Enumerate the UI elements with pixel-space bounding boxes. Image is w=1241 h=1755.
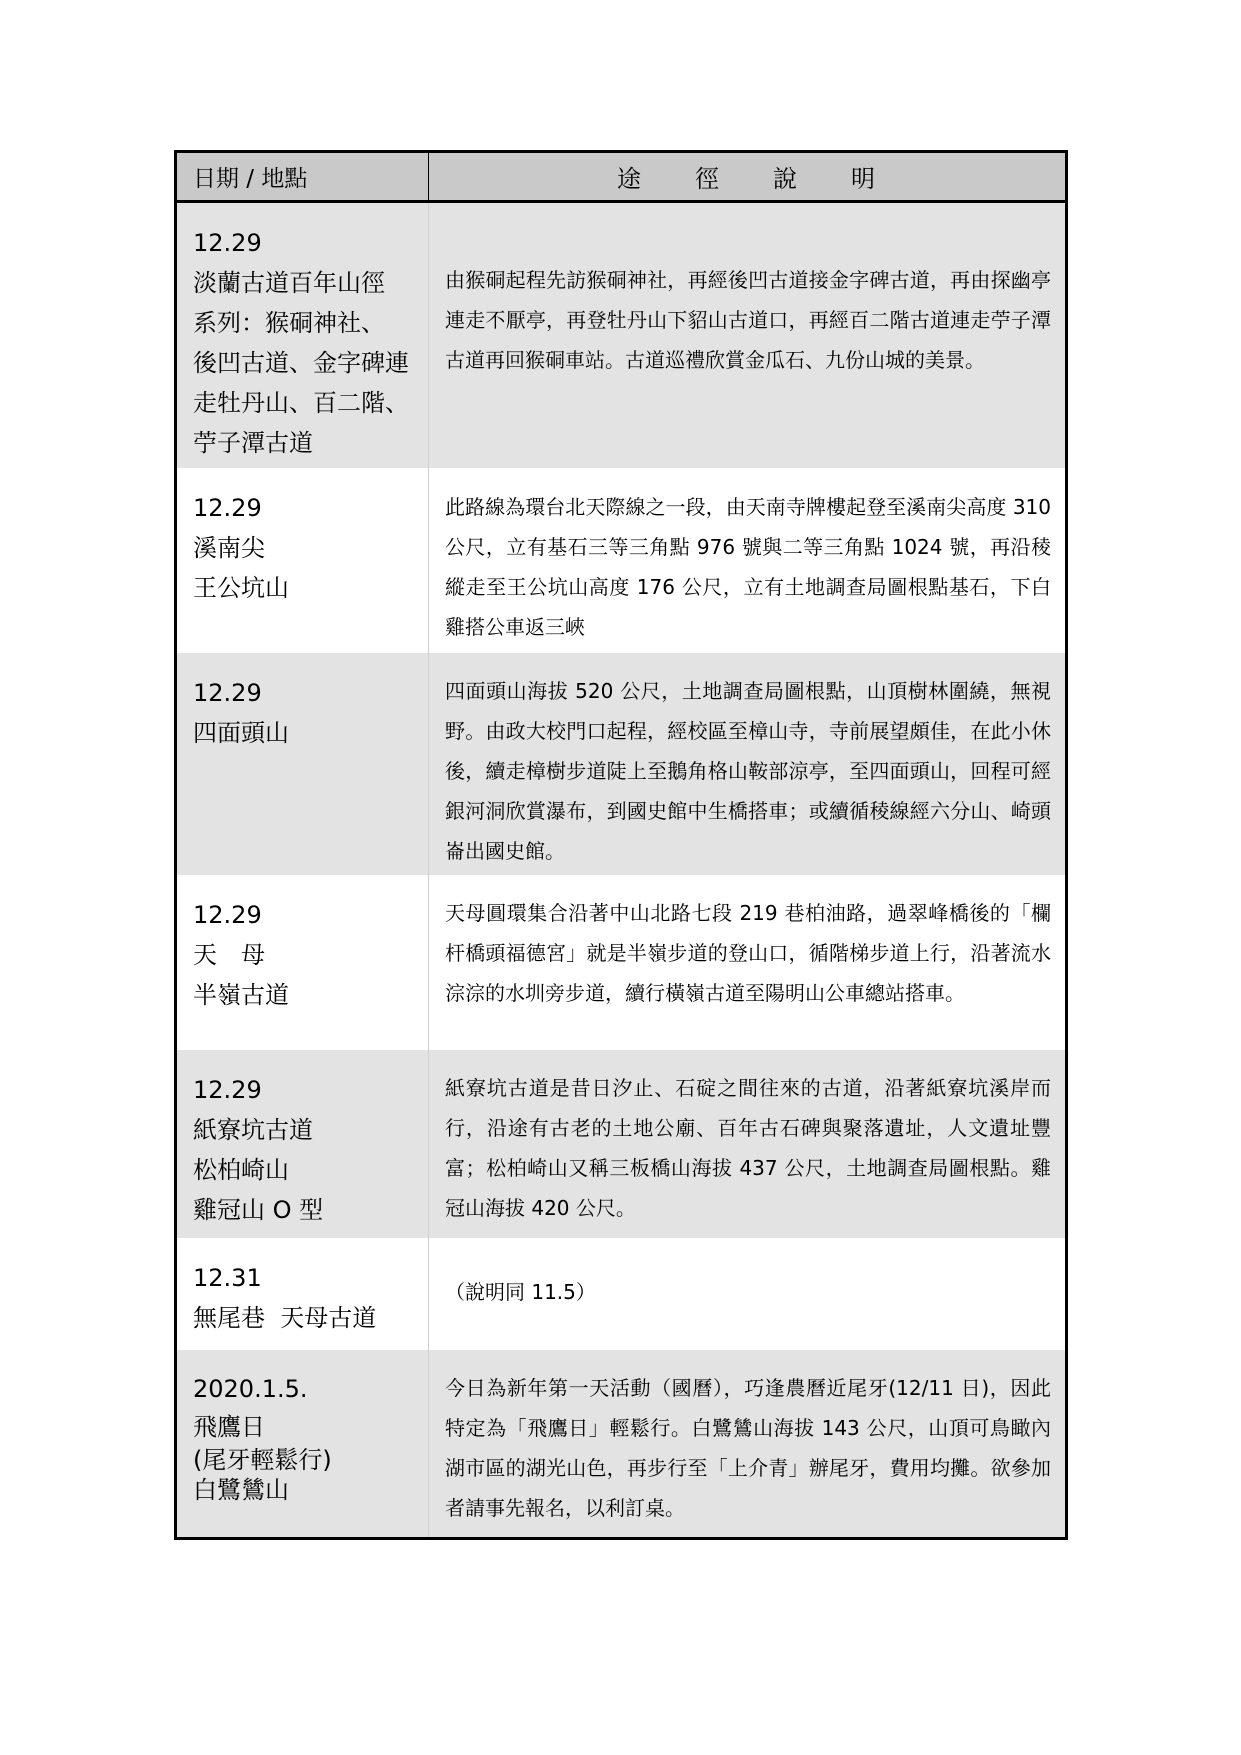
route-description: 紙寮坑古道是昔日汐止、石碇之間往來的古道，沿著紙寮坑溪岸而行，沿途有古老的土地公廟、百年古石碑與聚落遺址，人文遺址豐富；松柏崎山又稱三板橋山海拔 437 公尺，土地調查局圖根點。雞冠山海拔 420 公尺。 [445, 1076, 1051, 1220]
route-description: （說明同 11.5） [445, 1280, 596, 1304]
table-row [177, 875, 1065, 1050]
location-line: 半嶺古道 [193, 981, 289, 1009]
date-location-cell [177, 1050, 429, 1238]
date: 2020.1.5. [193, 1375, 308, 1403]
date: 12.29 [193, 494, 262, 522]
date: 12.29 [193, 1076, 262, 1104]
location-line: 王公坑山 [193, 574, 289, 602]
route-description: 天母圓環集合沿著中山北路七段 219 巷柏油路，過翠峰橋後的「欄杆橋頭福德宮」就是半嶺步道的登山口，循階梯步道上行，沿著流水淙淙的水圳旁步道，續行橫嶺古道至陽明山公車總站搭車。 [445, 901, 1051, 1005]
table-row [177, 653, 1065, 875]
route-description: 此路線為環台北天際線之一段，由天南寺牌樓起登至溪南尖高度 310 公尺，立有基石三等三角點 976 號與二等三角點 1024 號，再沿稜縱走至王公坑山高度 176 公尺，立有土地調查局圖根點基石，下白雞搭公車返三峽 [445, 495, 1051, 639]
table-row [177, 1238, 1065, 1350]
header-char: 徑 [695, 165, 721, 193]
date: 12.29 [193, 679, 262, 707]
location-line: 走牡丹山、百二階、 [193, 389, 409, 417]
header-char: 明 [851, 165, 877, 193]
location-line: (尾牙輕鬆行) [193, 1446, 332, 1474]
route-description: 四面頭山海拔 520 公尺，土地調查局圖根點，山頂樹林圍繞，無視野。由政大校門口起程，經校區至樟山寺，寺前展望頗佳，在此小休後，續走樟樹步道陡上至鵝角格山鞍部涼亭，至四面頭山，回程可經銀河洞欣賞瀑布，到國史館中生橋搭車；或續循稜線經六分山、崎頭崙出國史館。 [445, 679, 1051, 863]
location-line: 飛鷹日 [193, 1413, 265, 1441]
table-row [177, 1350, 1065, 1537]
date-location-cell [177, 875, 429, 1050]
location-line: 雞冠山 O 型 [193, 1196, 324, 1224]
route-description: 由猴硐起程先訪猴硐神社，再經後凹古道接金字碑古道，再由探幽亭連走不厭亭，再登牡丹山下貂山古道口，再經百二階古道連走苧子潭古道再回猴硐車站。古道巡禮欣賞金瓜石、九份山城的美景。 [445, 268, 1051, 372]
date: 12.29 [193, 229, 262, 257]
header-route-description [429, 153, 1065, 200]
location-line: 無尾巷 天母古道 [193, 1304, 377, 1332]
date: 12.29 [193, 901, 262, 929]
table-row [177, 1050, 1065, 1238]
location-line: 溪南尖 [193, 534, 265, 562]
header-char: 途 [617, 165, 643, 193]
location-line: 系列：猴硐神社、 [193, 309, 385, 337]
date-location-cell [177, 653, 429, 875]
location-line: 松柏崎山 [193, 1156, 289, 1184]
table-row [177, 203, 1065, 468]
location-line: 四面頭山 [193, 719, 289, 747]
date-location-cell [177, 203, 429, 468]
header-date-location: 日期 / 地點 [177, 153, 429, 200]
header-char: 說 [773, 165, 799, 193]
date: 12.31 [193, 1264, 262, 1292]
location-line: 紙寮坑古道 [193, 1116, 313, 1144]
route-description: 今日為新年第一天活動（國曆），巧逢農曆近尾牙(12/11 日)，因此特定為「飛鷹日」輕鬆行。白鷺鷥山海拔 143 公尺，山頂可鳥瞰內湖市區的湖光山色，再步行至「上介青」辦尾牙，費用均攤。欲參加者請事先報名，以利訂桌。 [445, 1376, 1051, 1520]
date-location-cell [177, 468, 429, 653]
table-header [177, 153, 1065, 203]
location-line: 天 母 [193, 941, 265, 969]
location-line: 淡蘭古道百年山徑 [193, 269, 385, 297]
table-row [177, 468, 1065, 653]
date-location-cell [177, 1350, 429, 1537]
location-line: 後凹古道、金字碑連 [193, 349, 409, 377]
location-line: 苧子潭古道 [193, 429, 313, 457]
schedule-table [174, 150, 1068, 1540]
date-location-cell [177, 1238, 429, 1350]
location-line: 白鷺鷥山 [193, 1476, 289, 1504]
